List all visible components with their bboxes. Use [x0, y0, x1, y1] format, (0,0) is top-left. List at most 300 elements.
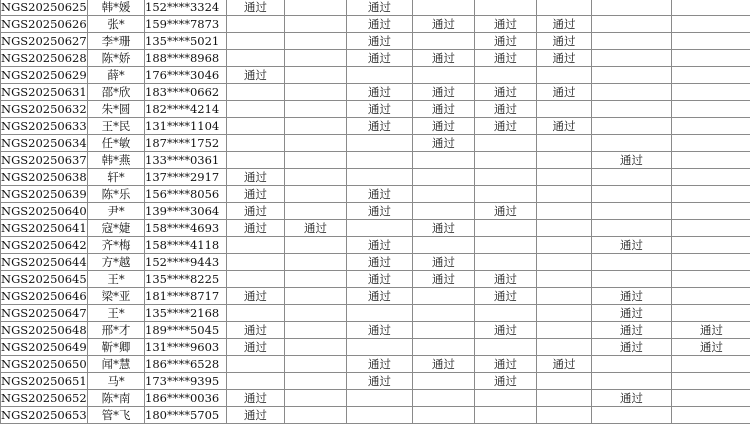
phone-cell: 189****5045: [145, 322, 227, 339]
result-col-1-cell: [227, 237, 285, 254]
result-col-2-cell: [285, 0, 347, 16]
result-col-6-cell: [537, 373, 592, 390]
result-col-5-cell: [475, 390, 537, 407]
result-col-8-cell: 通过: [672, 322, 750, 339]
result-col-8-cell: [672, 356, 750, 373]
sample-id-cell: NGS20250633: [1, 119, 87, 133]
result-col-6-cell: [537, 203, 592, 220]
result-col-3-cell: 通过: [347, 322, 413, 339]
result-col-5-cell: 通过: [475, 203, 537, 220]
result-col-5-cell: 通过: [475, 322, 537, 339]
result-col-4-cell: [413, 390, 475, 407]
result-col-5-cell: 通过: [475, 101, 537, 118]
sample-id-cell: NGS20250638: [1, 170, 87, 184]
table-row: [1, 152, 750, 169]
name-cell: 李*珊: [88, 33, 145, 50]
phone-cell: 180****5705: [145, 407, 227, 424]
sample-id-cell: NGS20250629: [1, 68, 87, 82]
result-col-7-cell: 通过: [592, 237, 672, 254]
result-col-2-cell: [285, 84, 347, 101]
result-col-6-cell: [537, 101, 592, 118]
name-cell: 邢*才: [88, 322, 145, 339]
name-cell: 梁*亚: [88, 288, 145, 305]
name-cell: 张*: [88, 16, 145, 33]
result-col-1-cell: [227, 152, 285, 169]
result-col-3-cell: [347, 390, 413, 407]
result-col-6-cell: 通过: [537, 118, 592, 135]
table-row: [1, 101, 750, 118]
result-col-1-cell: 通过: [227, 390, 285, 407]
name-cell: 王*: [88, 305, 145, 322]
result-col-7-cell: 通过: [592, 322, 672, 339]
result-col-8-cell: [672, 16, 750, 33]
result-col-5-cell: [475, 169, 537, 186]
result-col-1-cell: [227, 305, 285, 322]
result-col-5-cell: [475, 67, 537, 84]
result-col-7-cell: 通过: [592, 288, 672, 305]
result-col-2-cell: [285, 407, 347, 424]
result-col-7-cell: [592, 135, 672, 152]
result-col-2-cell: [285, 373, 347, 390]
result-col-8-cell: [672, 407, 750, 424]
table-row: [1, 271, 750, 288]
result-col-8-cell: [672, 288, 750, 305]
result-col-7-cell: [592, 373, 672, 390]
result-col-8-cell: [672, 237, 750, 254]
sample-id-cell: NGS20250637: [1, 153, 87, 167]
result-col-5-cell: [475, 186, 537, 203]
result-col-1-cell: [227, 356, 285, 373]
phone-cell: 183****0662: [145, 84, 227, 101]
result-col-7-cell: 通过: [592, 152, 672, 169]
table-row: [1, 67, 750, 84]
result-col-5-cell: 通过: [475, 16, 537, 33]
name-cell: 陈*娇: [88, 50, 145, 67]
table-row: [1, 50, 750, 67]
result-col-3-cell: 通过: [347, 203, 413, 220]
phone-cell: 186****6528: [145, 356, 227, 373]
result-col-2-cell: [285, 237, 347, 254]
result-col-8-cell: [672, 101, 750, 118]
result-col-5-cell: 通过: [475, 271, 537, 288]
result-col-7-cell: [592, 407, 672, 424]
table-row: [1, 305, 750, 322]
result-col-1-cell: 通过: [227, 339, 285, 356]
result-col-8-cell: [672, 390, 750, 407]
result-col-1-cell: [227, 373, 285, 390]
result-col-4-cell: 通过: [413, 50, 475, 67]
result-col-8-cell: [672, 33, 750, 50]
result-col-6-cell: [537, 305, 592, 322]
result-col-4-cell: 通过: [413, 220, 475, 237]
result-col-2-cell: [285, 356, 347, 373]
result-col-4-cell: [413, 288, 475, 305]
result-col-7-cell: [592, 271, 672, 288]
result-col-1-cell: [227, 271, 285, 288]
phone-cell: 131****1104: [145, 118, 227, 135]
sample-id-cell: NGS20250653: [1, 408, 87, 422]
result-col-3-cell: [347, 407, 413, 424]
name-cell: 轩*: [88, 169, 145, 186]
sample-id-cell: NGS20250631: [1, 85, 87, 99]
result-col-8-cell: [672, 254, 750, 271]
result-col-6-cell: 通过: [537, 50, 592, 67]
result-col-7-cell: 通过: [592, 305, 672, 322]
result-col-5-cell: 通过: [475, 288, 537, 305]
result-col-6-cell: [537, 0, 592, 16]
result-col-3-cell: 通过: [347, 237, 413, 254]
sample-id-cell: NGS20250634: [1, 136, 87, 150]
table-row: [1, 0, 750, 16]
table-row: [1, 33, 750, 50]
table-body: [1, 0, 750, 424]
result-col-4-cell: 通过: [413, 118, 475, 135]
result-col-6-cell: [537, 67, 592, 84]
name-cell: 韩*燕: [88, 152, 145, 169]
sample-id-cell: NGS20250628: [1, 51, 87, 65]
sample-id-cell: NGS20250627: [1, 34, 87, 48]
name-cell: 朱*圆: [88, 101, 145, 118]
result-col-3-cell: 通过: [347, 288, 413, 305]
result-col-8-cell: [672, 373, 750, 390]
sample-id-cell: NGS20250647: [1, 306, 87, 320]
result-col-2-cell: [285, 186, 347, 203]
table-row: [1, 186, 750, 203]
result-col-2-cell: [285, 271, 347, 288]
sample-id-cell: NGS20250626: [1, 17, 87, 31]
table-row: [1, 390, 750, 407]
result-col-1-cell: 通过: [227, 67, 285, 84]
result-col-1-cell: 通过: [227, 0, 285, 16]
result-col-2-cell: [285, 33, 347, 50]
name-cell: 陈*南: [88, 390, 145, 407]
table-row: [1, 373, 750, 390]
result-col-3-cell: [347, 152, 413, 169]
result-col-1-cell: 通过: [227, 169, 285, 186]
phone-cell: 188****8968: [145, 50, 227, 67]
result-col-7-cell: 通过: [592, 390, 672, 407]
result-col-3-cell: 通过: [347, 118, 413, 135]
result-col-1-cell: 通过: [227, 322, 285, 339]
sample-id-cell: NGS20250632: [1, 102, 87, 116]
result-col-8-cell: [672, 169, 750, 186]
result-col-1-cell: 通过: [227, 288, 285, 305]
result-col-4-cell: 通过: [413, 84, 475, 101]
phone-cell: 135****5021: [145, 33, 227, 50]
result-col-8-cell: 通过: [672, 339, 750, 356]
result-col-6-cell: [537, 220, 592, 237]
result-col-4-cell: [413, 339, 475, 356]
result-col-4-cell: 通过: [413, 356, 475, 373]
result-col-3-cell: 通过: [347, 50, 413, 67]
result-col-3-cell: 通过: [347, 16, 413, 33]
sample-id-cell: NGS20250646: [1, 289, 87, 303]
sample-id-cell: NGS20250642: [1, 238, 87, 252]
result-col-7-cell: [592, 220, 672, 237]
sample-id-cell: NGS20250645: [1, 272, 87, 286]
result-col-8-cell: [672, 50, 750, 67]
phone-cell: 152****9443: [145, 254, 227, 271]
result-col-8-cell: [672, 305, 750, 322]
result-col-3-cell: [347, 305, 413, 322]
result-col-6-cell: [537, 135, 592, 152]
result-col-7-cell: [592, 33, 672, 50]
result-col-7-cell: [592, 0, 672, 16]
result-col-4-cell: 通过: [413, 16, 475, 33]
result-col-6-cell: [537, 407, 592, 424]
result-col-6-cell: [537, 237, 592, 254]
result-col-2-cell: [285, 203, 347, 220]
name-cell: 尹*: [88, 203, 145, 220]
result-col-7-cell: [592, 101, 672, 118]
result-col-1-cell: 通过: [227, 220, 285, 237]
sample-id-cell: NGS20250651: [1, 374, 87, 388]
result-col-6-cell: [537, 390, 592, 407]
table-row: [1, 16, 750, 33]
name-cell: 陈*乐: [88, 186, 145, 203]
result-col-1-cell: 通过: [227, 407, 285, 424]
sample-id-cell: NGS20250639: [1, 187, 87, 201]
result-col-4-cell: [413, 152, 475, 169]
table-row: [1, 203, 750, 220]
sample-id-cell: NGS20250644: [1, 255, 87, 269]
result-col-3-cell: [347, 339, 413, 356]
result-col-3-cell: 通过: [347, 271, 413, 288]
result-col-6-cell: 通过: [537, 33, 592, 50]
result-col-2-cell: [285, 135, 347, 152]
result-col-1-cell: [227, 16, 285, 33]
table-row: [1, 169, 750, 186]
result-col-6-cell: [537, 339, 592, 356]
phone-cell: 131****9603: [145, 339, 227, 356]
name-cell: 邵*欣: [88, 84, 145, 101]
table-row: [1, 407, 750, 424]
result-col-8-cell: [672, 220, 750, 237]
table-row: [1, 135, 750, 152]
result-col-7-cell: [592, 186, 672, 203]
result-col-4-cell: [413, 0, 475, 16]
name-cell: 王*: [88, 271, 145, 288]
result-col-3-cell: 通过: [347, 373, 413, 390]
phone-cell: 182****4214: [145, 101, 227, 118]
result-col-5-cell: 通过: [475, 33, 537, 50]
result-col-4-cell: [413, 373, 475, 390]
result-col-7-cell: [592, 203, 672, 220]
result-col-4-cell: 通过: [413, 271, 475, 288]
result-col-5-cell: [475, 135, 537, 152]
phone-cell: 173****9395: [145, 373, 227, 390]
result-col-3-cell: 通过: [347, 186, 413, 203]
result-col-2-cell: [285, 152, 347, 169]
result-col-7-cell: [592, 169, 672, 186]
result-col-8-cell: [672, 67, 750, 84]
name-cell: 靳*卿: [88, 339, 145, 356]
sample-id-cell: NGS20250625: [1, 0, 87, 14]
result-col-2-cell: [285, 339, 347, 356]
sample-id-cell: NGS20250649: [1, 340, 87, 354]
phone-cell: 176****3046: [145, 67, 227, 84]
result-col-3-cell: 通过: [347, 0, 413, 16]
result-col-8-cell: [672, 135, 750, 152]
result-col-2-cell: [285, 118, 347, 135]
result-col-8-cell: [672, 271, 750, 288]
result-col-7-cell: [592, 84, 672, 101]
result-col-1-cell: [227, 33, 285, 50]
phone-cell: 135****8225: [145, 271, 227, 288]
result-col-7-cell: [592, 254, 672, 271]
result-col-8-cell: [672, 203, 750, 220]
result-col-4-cell: [413, 33, 475, 50]
result-col-1-cell: [227, 254, 285, 271]
result-col-5-cell: [475, 339, 537, 356]
result-col-5-cell: [475, 407, 537, 424]
result-col-3-cell: 通过: [347, 356, 413, 373]
phone-cell: 187****1752: [145, 135, 227, 152]
result-col-3-cell: 通过: [347, 84, 413, 101]
sample-id-cell: NGS20250652: [1, 391, 87, 405]
result-col-4-cell: 通过: [413, 101, 475, 118]
table-row: [1, 220, 750, 237]
result-col-7-cell: 通过: [592, 339, 672, 356]
result-col-1-cell: [227, 101, 285, 118]
phone-cell: 152****3324: [145, 0, 227, 16]
result-col-6-cell: [537, 322, 592, 339]
name-cell: 王*民: [88, 118, 145, 135]
result-col-2-cell: 通过: [285, 220, 347, 237]
name-cell: 寇*婕: [88, 220, 145, 237]
result-col-3-cell: 通过: [347, 33, 413, 50]
result-col-4-cell: [413, 67, 475, 84]
result-col-2-cell: [285, 50, 347, 67]
result-col-5-cell: 通过: [475, 118, 537, 135]
phone-cell: 158****4118: [145, 237, 227, 254]
result-col-5-cell: [475, 220, 537, 237]
result-col-7-cell: [592, 16, 672, 33]
result-col-6-cell: [537, 169, 592, 186]
result-col-7-cell: [592, 67, 672, 84]
phone-cell: 133****0361: [145, 152, 227, 169]
phone-cell: 159****7873: [145, 16, 227, 33]
table-row: [1, 356, 750, 373]
result-col-2-cell: [285, 101, 347, 118]
result-col-1-cell: 通过: [227, 186, 285, 203]
name-cell: 任*敏: [88, 135, 145, 152]
result-col-5-cell: [475, 152, 537, 169]
phone-cell: 186****0036: [145, 390, 227, 407]
table-row: [1, 339, 750, 356]
phone-cell: 181****8717: [145, 288, 227, 305]
result-col-3-cell: [347, 169, 413, 186]
sample-id-cell: NGS20250640: [1, 204, 87, 218]
result-col-8-cell: [672, 0, 750, 16]
result-col-2-cell: [285, 67, 347, 84]
table-row: [1, 118, 750, 135]
result-col-4-cell: [413, 169, 475, 186]
result-col-6-cell: 通过: [537, 84, 592, 101]
sample-id-cell: NGS20250641: [1, 221, 87, 235]
phone-cell: 137****2917: [145, 169, 227, 186]
table-row: [1, 254, 750, 271]
result-col-7-cell: [592, 118, 672, 135]
result-col-6-cell: [537, 186, 592, 203]
name-cell: 方*越: [88, 254, 145, 271]
result-col-4-cell: [413, 407, 475, 424]
result-col-4-cell: [413, 305, 475, 322]
result-col-7-cell: [592, 356, 672, 373]
result-col-8-cell: [672, 118, 750, 135]
phone-cell: 158****4693: [145, 220, 227, 237]
result-col-4-cell: [413, 203, 475, 220]
result-col-4-cell: [413, 237, 475, 254]
result-col-1-cell: [227, 135, 285, 152]
result-col-5-cell: [475, 0, 537, 16]
result-col-5-cell: [475, 305, 537, 322]
phone-cell: 139****3064: [145, 203, 227, 220]
phone-cell: 135****2168: [145, 305, 227, 322]
result-col-1-cell: [227, 50, 285, 67]
result-col-5-cell: 通过: [475, 50, 537, 67]
table-row: [1, 322, 750, 339]
result-col-6-cell: [537, 288, 592, 305]
name-cell: 齐*梅: [88, 237, 145, 254]
result-col-8-cell: [672, 84, 750, 101]
result-col-5-cell: 通过: [475, 373, 537, 390]
result-col-3-cell: [347, 67, 413, 84]
result-col-4-cell: [413, 322, 475, 339]
table-row: [1, 288, 750, 305]
result-col-2-cell: [285, 322, 347, 339]
result-col-8-cell: [672, 186, 750, 203]
name-cell: 闻*慧: [88, 356, 145, 373]
phone-cell: 156****8056: [145, 186, 227, 203]
result-col-2-cell: [285, 169, 347, 186]
result-col-3-cell: [347, 220, 413, 237]
result-col-3-cell: 通过: [347, 101, 413, 118]
result-col-3-cell: 通过: [347, 254, 413, 271]
result-col-3-cell: [347, 135, 413, 152]
result-col-5-cell: 通过: [475, 84, 537, 101]
result-col-4-cell: [413, 186, 475, 203]
result-col-7-cell: [592, 50, 672, 67]
result-col-5-cell: [475, 254, 537, 271]
result-col-6-cell: [537, 152, 592, 169]
sample-id-cell: NGS20250648: [1, 323, 87, 337]
result-col-4-cell: 通过: [413, 254, 475, 271]
result-col-2-cell: [285, 390, 347, 407]
table-row: [1, 237, 750, 254]
result-col-4-cell: 通过: [413, 135, 475, 152]
result-col-6-cell: 通过: [537, 16, 592, 33]
result-col-2-cell: [285, 254, 347, 271]
result-col-1-cell: [227, 84, 285, 101]
result-col-2-cell: [285, 16, 347, 33]
name-cell: 管*飞: [88, 407, 145, 424]
name-cell: 马*: [88, 373, 145, 390]
result-col-6-cell: [537, 271, 592, 288]
result-col-6-cell: 通过: [537, 356, 592, 373]
name-cell: 韩*媛: [88, 0, 145, 16]
result-col-5-cell: [475, 237, 537, 254]
result-col-5-cell: 通过: [475, 356, 537, 373]
result-col-1-cell: [227, 118, 285, 135]
result-col-6-cell: [537, 254, 592, 271]
result-col-1-cell: 通过: [227, 203, 285, 220]
table-row: [1, 84, 750, 101]
result-col-8-cell: [672, 152, 750, 169]
sample-id-cell: NGS20250650: [1, 357, 87, 371]
result-col-2-cell: [285, 305, 347, 322]
name-cell: 薛*: [88, 67, 145, 84]
